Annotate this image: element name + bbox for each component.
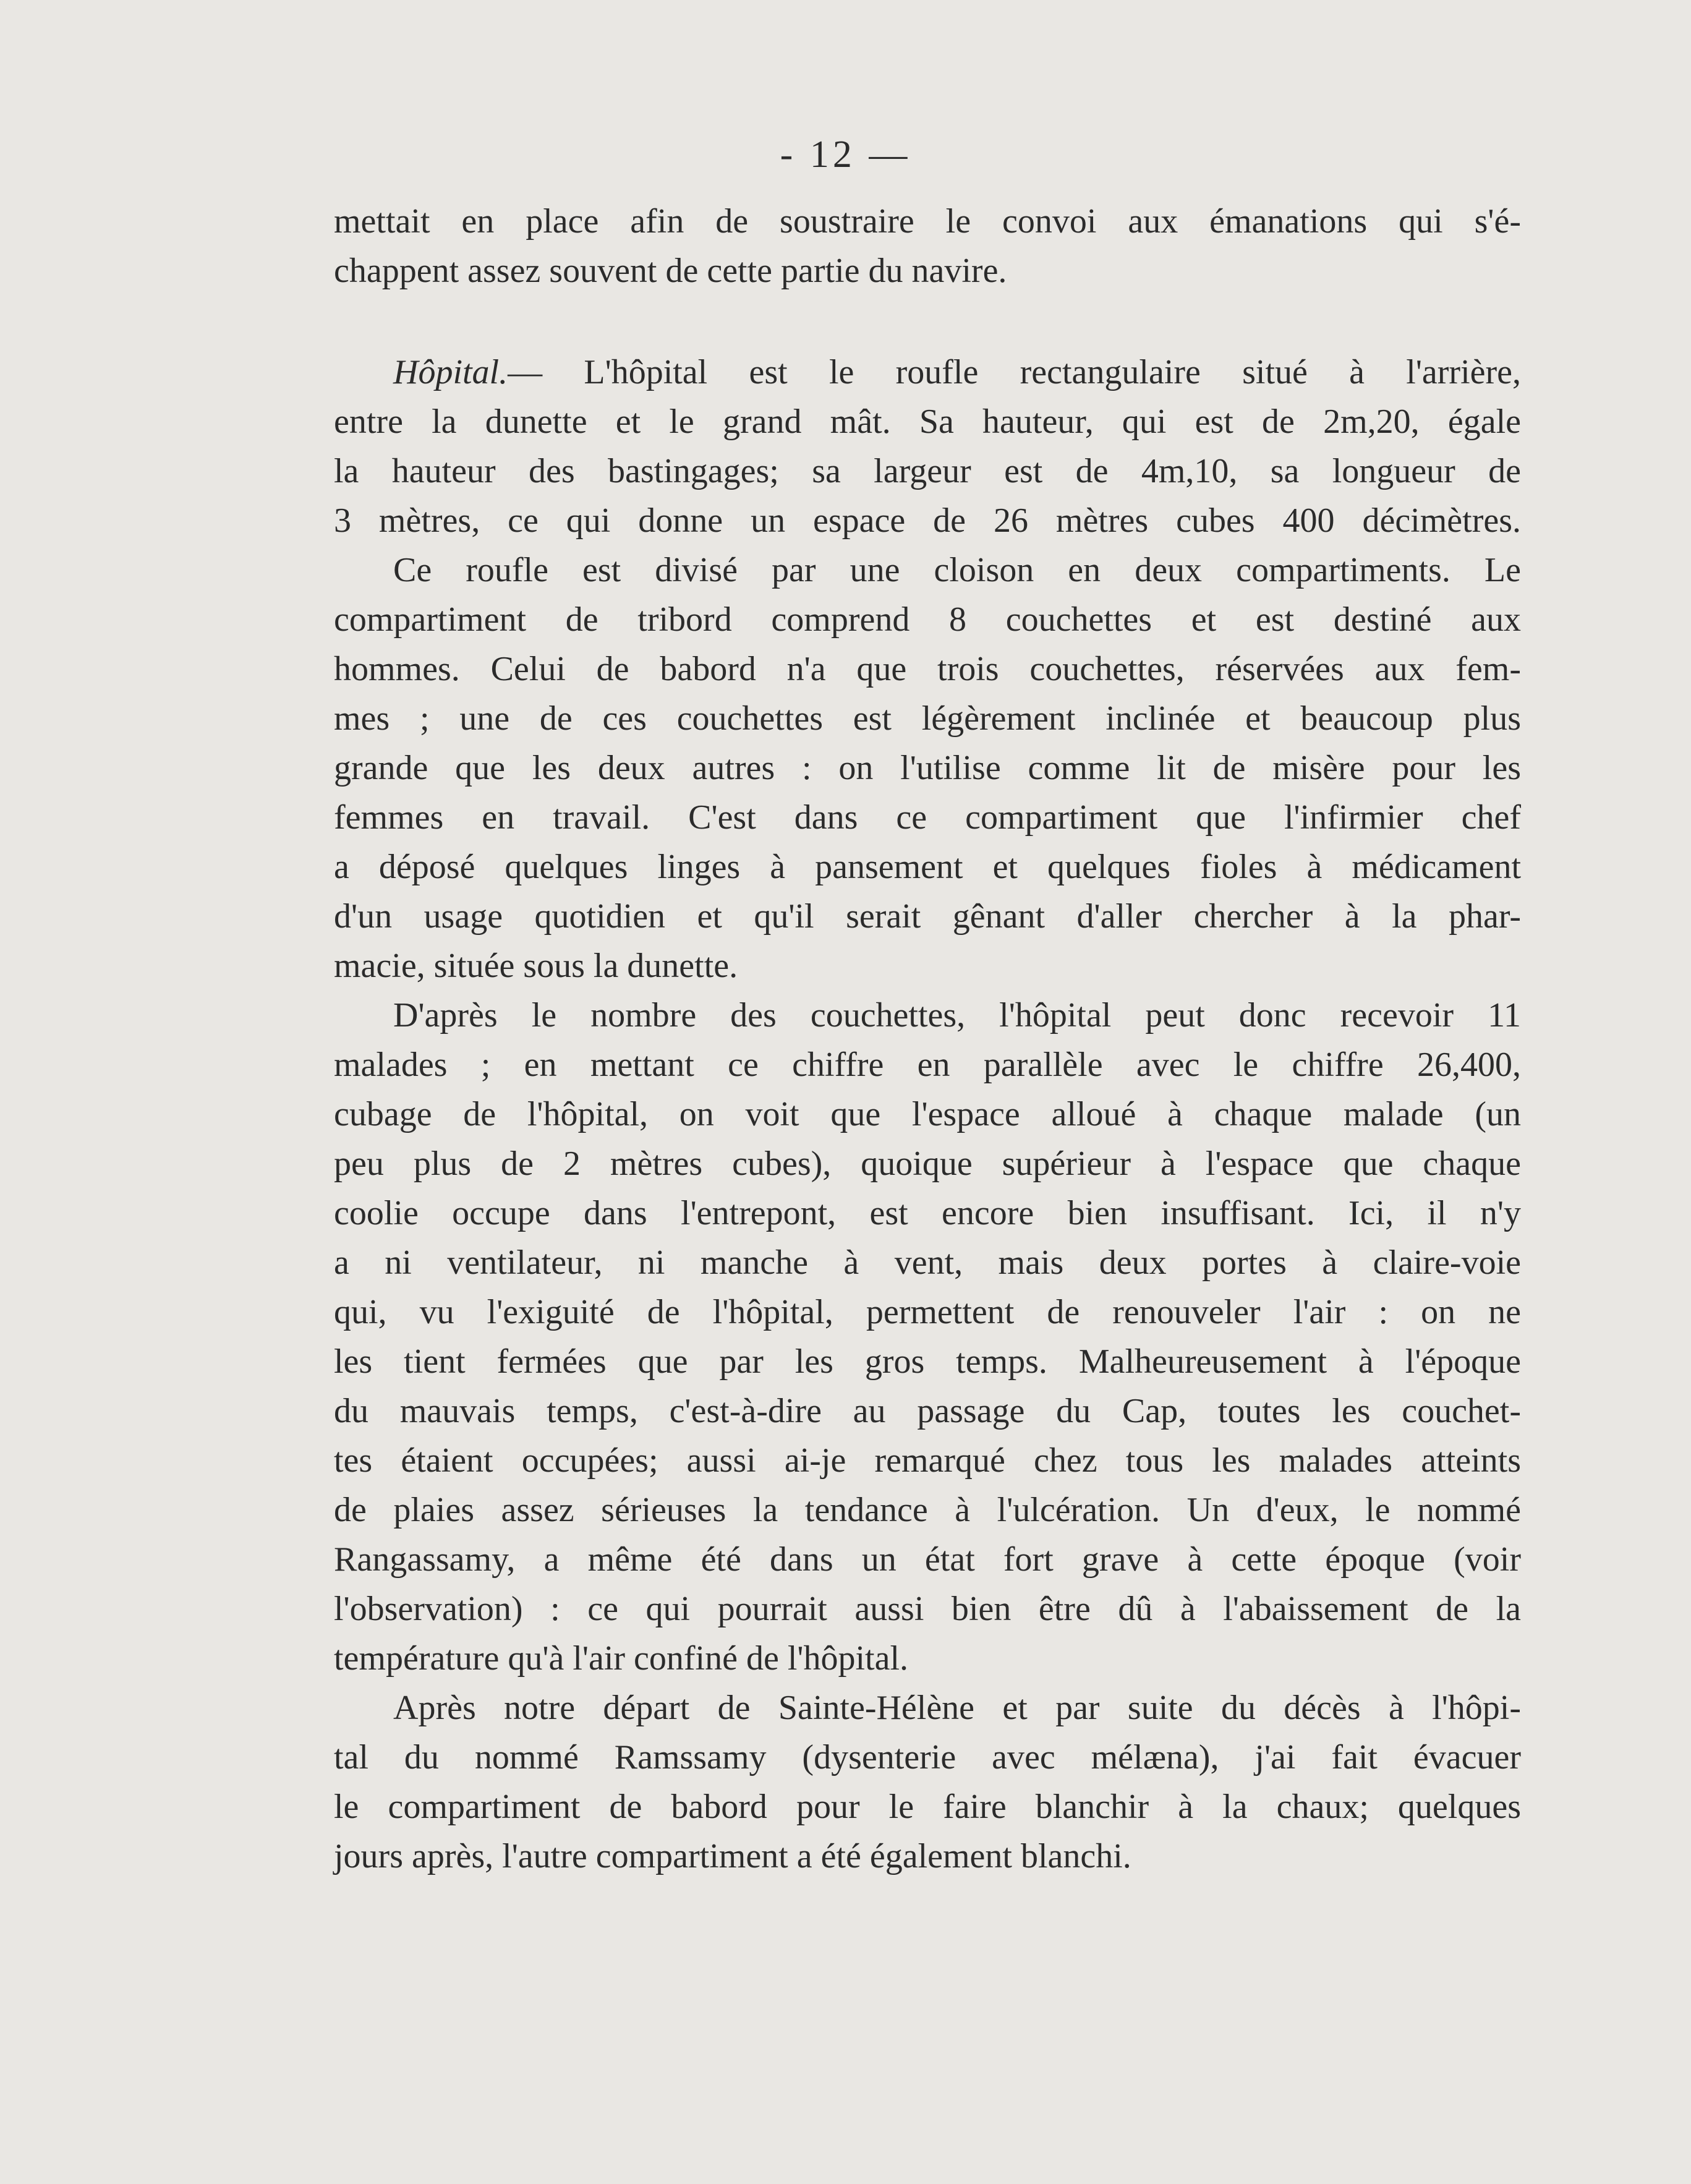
text-line: mettait en place afin de soustraire le convoi aux émanations qui s'é- bbox=[334, 202, 1521, 241]
text-line: malades ; en mettant ce chiffre en parallèle avec le chiffre 26,400, bbox=[334, 1046, 1521, 1084]
text-line: les tient fermées que par les gros temps. Malheureusement à l'époque bbox=[334, 1342, 1521, 1381]
text-line: qui, vu l'exiguité de l'hôpital, permettent de renouveler l'air : on ne bbox=[334, 1293, 1521, 1331]
text-line: a ni ventilateur, ni manche à vent, mais deux portes à claire-voie bbox=[334, 1243, 1521, 1282]
text-line: macie, située sous la dunette. bbox=[334, 947, 738, 985]
text-line: la hauteur des bastingages; sa largeur est de 4m,10, sa longueur de bbox=[334, 452, 1521, 490]
text-line: a déposé quelques linges à pansement et quelques fioles à médicament bbox=[334, 848, 1521, 886]
section-heading: Hôpital. bbox=[393, 353, 508, 391]
text-line: tes étaient occupées; aussi ai-je remarqué chez tous les malades atteints bbox=[334, 1441, 1521, 1480]
text-line: coolie occupe dans l'entrepont, est encore bien insuffisant. Ici, il n'y bbox=[334, 1194, 1521, 1232]
text-line: le compartiment de babord pour le faire blanchir à la chaux; quelques bbox=[334, 1788, 1521, 1826]
text-line: l'observation) : ce qui pourrait aussi bien être dû à l'abaissement de la bbox=[334, 1590, 1521, 1628]
text-line: femmes en travail. C'est dans ce compartiment que l'infirmier chef bbox=[334, 798, 1521, 837]
text-line: entre la dunette et le grand mât. Sa hauteur, qui est de 2m,20, égale bbox=[334, 403, 1521, 441]
text-line: tal du nommé Ramssamy (dysenterie avec mélæna), j'ai fait évacuer bbox=[334, 1738, 1521, 1777]
text-line: compartiment de tribord comprend 8 couchettes et est destiné aux bbox=[334, 600, 1521, 639]
page-number: - 12 — bbox=[780, 134, 911, 176]
text-line bbox=[334, 348, 1521, 397]
text-line: cubage de l'hôpital, on voit que l'espace alloué à chaque malade (un bbox=[334, 1095, 1521, 1133]
text-line: Rangassamy, a même été dans un état fort grave à cette époque (voir bbox=[334, 1540, 1521, 1579]
text-line: 3 mètres, ce qui donne un espace de 26 mètres cubes 400 décimètres. bbox=[334, 501, 1521, 540]
text-line: Après notre départ de Sainte-Hélène et par suite du décès à l'hôpi- bbox=[393, 1689, 1521, 1727]
text-line: d'un usage quotidien et qu'il serait gênant d'aller chercher à la phar- bbox=[334, 897, 1521, 936]
text-line: Ce roufle est divisé par une cloison en deux compartiments. Le bbox=[393, 551, 1521, 589]
text-line: grande que les deux autres : on l'utilise comme lit de misère pour les bbox=[334, 749, 1521, 787]
text-line: peu plus de 2 mètres cubes), quoique supérieur à l'espace que chaque bbox=[334, 1145, 1521, 1183]
text-line-content: — L'hôpital est le roufle rectangulaire situé à l'arrière, bbox=[508, 353, 1521, 391]
paragraph-spacer bbox=[334, 296, 1521, 348]
text-line: température qu'à l'air confiné de l'hôpital. bbox=[334, 1639, 909, 1678]
body-text bbox=[334, 197, 1521, 1881]
text-line: hommes. Celui de babord n'a que trois couchettes, réservées aux fem- bbox=[334, 650, 1521, 688]
text-line: de plaies assez sérieuses la tendance à l'ulcération. Un d'eux, le nommé bbox=[334, 1491, 1521, 1529]
text-line: jours après, l'autre compartiment a été également blanchi. bbox=[334, 1837, 1131, 1875]
text-line: mes ; une de ces couchettes est légèrement inclinée et beaucoup plus bbox=[334, 699, 1521, 738]
text-line: du mauvais temps, c'est-à-dire au passage du Cap, toutes les couchet- bbox=[334, 1392, 1521, 1430]
text-line: chappent assez souvent de cette partie du navire. bbox=[334, 252, 1007, 290]
text-line: D'après le nombre des couchettes, l'hôpital peut donc recevoir 11 bbox=[393, 996, 1521, 1034]
